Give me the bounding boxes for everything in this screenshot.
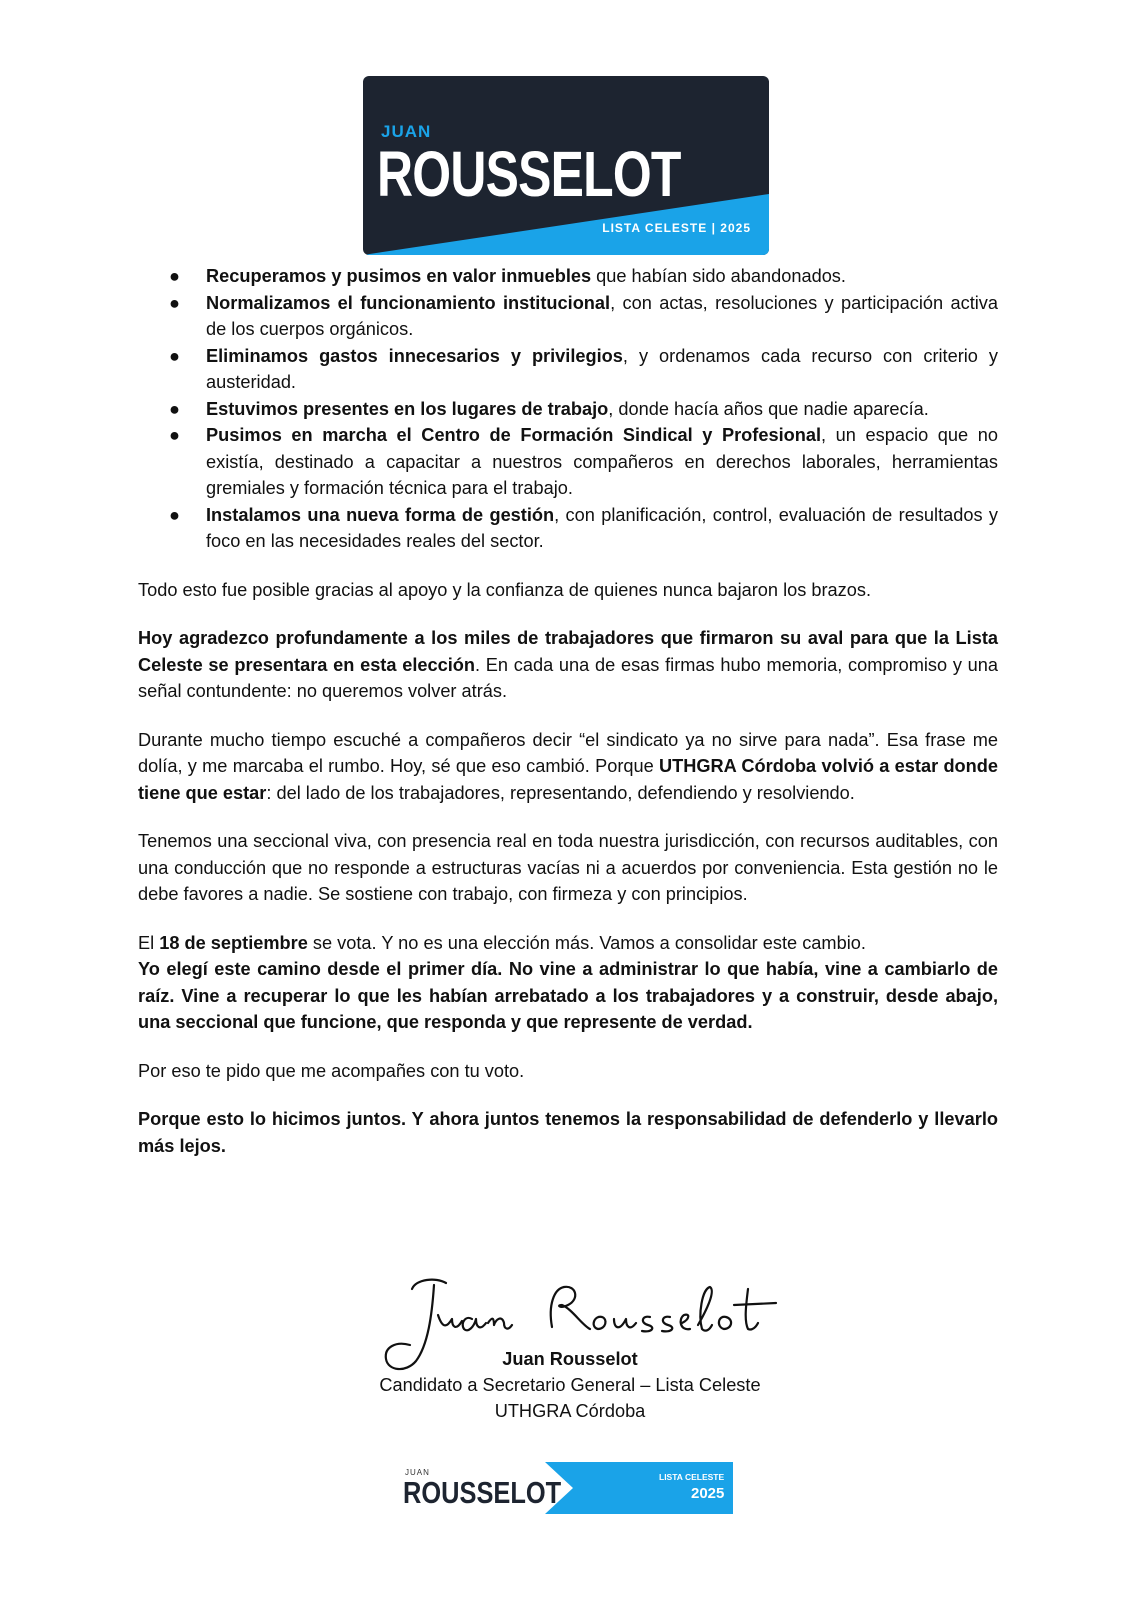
list-item-bold: Eliminamos gastos innecesarios y privilegios (206, 345, 623, 366)
footer-logo-tag: LISTA CELESTE (659, 1472, 725, 1482)
paragraph-text: El (138, 932, 160, 953)
bullet-icon: ● (169, 425, 180, 445)
list-item-bold: Normalizamos el funcionamiento institucional (206, 292, 611, 313)
paragraph-commitment (138, 956, 998, 1036)
list-item-text: , un espacio que no existía, destinado a capacitar a nuestros compañeros en derechos laborales, herramientas gremiales y formación técnica para el trabajo. (206, 425, 998, 498)
list-item (138, 422, 998, 502)
list-item (138, 263, 998, 290)
list-item-text: , con planificación, control, evaluación de resultados y foco en las necesidades reales del sector. (206, 504, 999, 551)
list-item (138, 343, 998, 396)
footer-logo-first-name: JUAN (405, 1468, 430, 1477)
list-item-bold: Recuperamos y pusimos en valor inmuebles (206, 266, 592, 286)
list-item-bold: Estuvimos presentes en los lugares de trabajo (206, 398, 609, 419)
achievements-list (138, 263, 998, 555)
paragraph-bold: Porque esto lo hicimos juntos. Y ahora juntos tenemos la responsabilidad de defenderlo y llevarlo más lejos. (138, 1109, 998, 1156)
bullet-icon: ● (169, 345, 180, 366)
paragraph-text: . En cada una de esas firmas hubo memoria, compromiso y una señal contundente: no queremos volver atrás. (138, 654, 998, 701)
list-item (138, 290, 998, 343)
footer-logo-last-name: ROUSSELOT (403, 1475, 562, 1510)
vote-date: 18 de septiembre (159, 932, 308, 953)
paragraph-bold: Hoy agradezco profundamente a los miles de trabajadores que firmaron su aval para que la Lista Celeste se presentara en esta elección (138, 628, 998, 675)
list-item-bold: Pusimos en marcha el Centro de Formación Sindical y Profesional (206, 425, 822, 445)
paragraph-thanks (138, 625, 998, 705)
header-logo (363, 76, 769, 255)
signer-name: Juan Rousselot (502, 1349, 638, 1369)
list-item-text: , donde hacía años que nadie aparecía. (608, 398, 929, 419)
signer-organization: UTHGRA Córdoba (494, 1401, 646, 1421)
footer-logo-year: 2025 (691, 1485, 725, 1502)
logo-first-name: JUAN (381, 122, 432, 141)
paragraph-section: Tenemos una seccional viva, con presencia real en toda nuestra jurisdicción, con recursos auditables, con una conducción que no responde a estructuras vacías ni a acuerdos por conveniencia. Esta gestión no le debe favores a nadie. Se sostiene con trabajo, con firmeza y con principios. (138, 831, 998, 904)
bullet-icon: ● (169, 266, 180, 286)
list-item (138, 396, 998, 423)
logo-last-name: ROUSSELOT (377, 138, 681, 210)
paragraph-support: Todo esto fue posible gracias al apoyo y la confianza de quienes nunca bajaron los brazos. (138, 579, 872, 600)
list-item-text: , y ordenamos cada recurso con criterio y austeridad. (206, 345, 998, 392)
paragraph-union (138, 727, 998, 807)
paragraph-vote-date (138, 930, 998, 957)
list-item (138, 502, 998, 555)
list-item-bold: Instalamos una nueva forma de gestión (206, 504, 555, 525)
paragraph-request: Por eso te pido que me acompañes con tu voto. (138, 1060, 525, 1081)
list-item-text: , con actas, resoluciones y participación activa de los cuerpos orgánicos. (206, 292, 999, 339)
list-item-text: que habían sido abandonados. (591, 266, 846, 286)
paragraph-bold: Yo elegí este camino desde el primer día. No vine a administrar lo que había, vine a cambiarlo de raíz. Vine a recuperar lo que les habían arrebatado a los trabajadores y a construir, desde abajo, una seccional que funcione, que responda y que represente de verdad. (138, 959, 998, 1032)
letter-body (138, 263, 998, 1159)
footer-logo (397, 1462, 733, 1514)
paragraph-text: : del lado de los trabajadores, representando, defendiendo y resolviendo. (266, 782, 855, 803)
paragraph-text: se vota. Y no es una elección más. Vamos a consolidar este cambio. (307, 932, 866, 953)
bullet-icon: ● (169, 398, 180, 419)
bullet-icon: ● (169, 292, 180, 313)
logo-tagline: LISTA CELESTE | 2025 (602, 221, 751, 235)
bullet-icon: ● (169, 504, 180, 525)
paragraph-bold: UTHGRA Córdoba volvió a estar donde tiene que estar (138, 756, 998, 803)
paragraph-closing (138, 1106, 998, 1159)
paragraph-text: Durante mucho tiempo escuché a compañeros decir “el sindicato ya no sirve para nada”. Esa frase me dolía, y me marcaba el rumbo. Hoy, sé que eso cambió. Porque (138, 729, 998, 776)
signer-role: Candidato a Secretario General – Lista Celeste (379, 1375, 761, 1395)
